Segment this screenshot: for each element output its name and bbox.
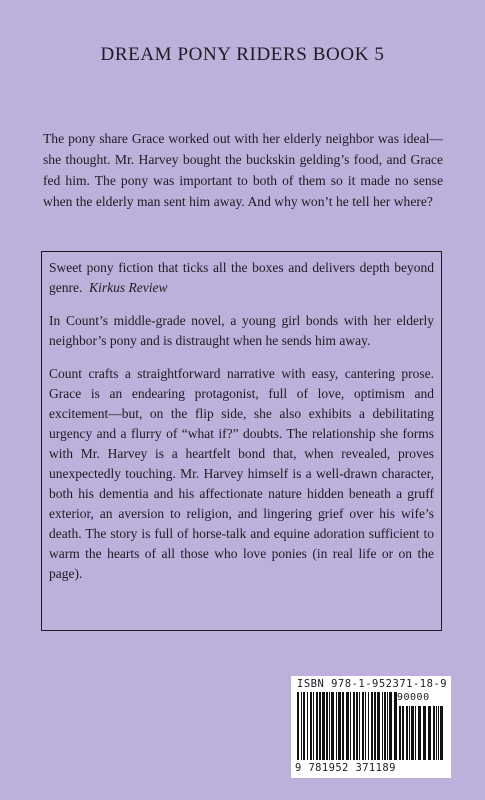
- isbn-label: ISBN 978-1-952371-18-9: [297, 678, 448, 690]
- barcode-bar: [346, 692, 349, 760]
- back-cover-blurb: The pony share Grace worked out with her elderly neighbor was ideal—she thought. Mr. Harvey bought the buckskin gelding’s food, and Grace fed him. The pony was important to both of them so it made no sense when the elderly man sent him away. And why won’t he tell her where?: [43, 131, 443, 209]
- barcode-bar: [326, 692, 328, 760]
- barcode-bar: [331, 692, 334, 760]
- barcode-addon-bar: [423, 706, 426, 760]
- barcode-bar: [394, 692, 397, 760]
- barcode-addon-bar: [406, 706, 408, 760]
- barcode-addon-bar: [436, 706, 437, 760]
- ean-digits: 9 781952 371189: [295, 762, 396, 774]
- review-source: Kirkus Review: [89, 280, 168, 295]
- barcode-addon-bar: [428, 706, 431, 760]
- review-paragraph-2: Count crafts a straightforward narrative with easy, cantering prose. Grace is an endearing protagonist, full of love, optimism and excitement—but, on the flip side, she also exhibits a debilitating urgency and a flurry of “what if?” doubts. The relationship she forms with Mr. Harvey is a heartfelt bond that, when revealed, proves unexpectedly touching. Mr. Harvey himself is a well-drawn character, both his dementia and his affectionate nature hidden beneath a gruff exterior, an aversion to religion, and lingering grief over his wife’s death. The story is full of horse-talk and equine adoration sufficient to warm the hearts of all those who love ponies (in real life or on the page).: [49, 366, 434, 581]
- review-quote-paragraph: [49, 258, 434, 298]
- barcode-addon-bar: [402, 706, 404, 760]
- barcode-bar: [301, 692, 302, 760]
- barcode-bar: [350, 692, 351, 760]
- barcode-addon-bar: [411, 706, 414, 760]
- barcode-addon-bar: [418, 706, 421, 760]
- review-paragraph-1: In Count’s middle-grade novel, a young girl bonds with her elderly neighbor’s pony and is distraught when he sends him away.: [49, 313, 434, 348]
- barcode-bars: [295, 692, 447, 762]
- barcode-bar: [365, 692, 366, 760]
- barcode-bar: [353, 692, 355, 760]
- barcode-bar: [307, 692, 308, 760]
- barcode-bar: [371, 692, 373, 760]
- barcode-bar: [342, 692, 344, 760]
- barcode-bar: [297, 692, 299, 760]
- barcode-bar: [336, 692, 337, 760]
- barcode-bar: [322, 692, 325, 760]
- barcode-bar: [387, 692, 388, 760]
- barcode-bar: [389, 692, 392, 760]
- barcode-bar: [313, 692, 314, 760]
- price-code: 90000: [397, 692, 430, 703]
- barcode-bar: [362, 692, 364, 760]
- barcode-bar: [377, 692, 380, 760]
- barcode-bar: [384, 692, 386, 760]
- barcode-bar: [319, 692, 321, 760]
- barcode-addon-bar: [399, 706, 401, 760]
- barcode-addon-bar: [433, 706, 435, 760]
- barcode-addon-bar: [440, 706, 443, 760]
- barcode-bar: [359, 692, 360, 760]
- barcode-bar: [368, 692, 369, 760]
- barcode-bar: [329, 692, 330, 760]
- barcode-addon-bar: [409, 706, 410, 760]
- barcode-bar: [374, 692, 376, 760]
- barcode-bar: [382, 692, 383, 760]
- barcode-bar: [303, 692, 305, 760]
- barcode-bar: [310, 692, 312, 760]
- barcode-bar: [338, 692, 341, 760]
- barcode-bar: [316, 692, 318, 760]
- series-title: DREAM PONY RIDERS BOOK 5: [100, 44, 385, 65]
- barcode-bar: [356, 692, 358, 760]
- review-quote: Sweet pony fiction that ticks all the boxes and delivers depth beyond genre.: [49, 260, 434, 295]
- review-box: [41, 251, 442, 631]
- barcode-addon-bar: [438, 706, 439, 760]
- barcode-addon-bar: [415, 706, 416, 760]
- isbn-barcode: [291, 676, 451, 778]
